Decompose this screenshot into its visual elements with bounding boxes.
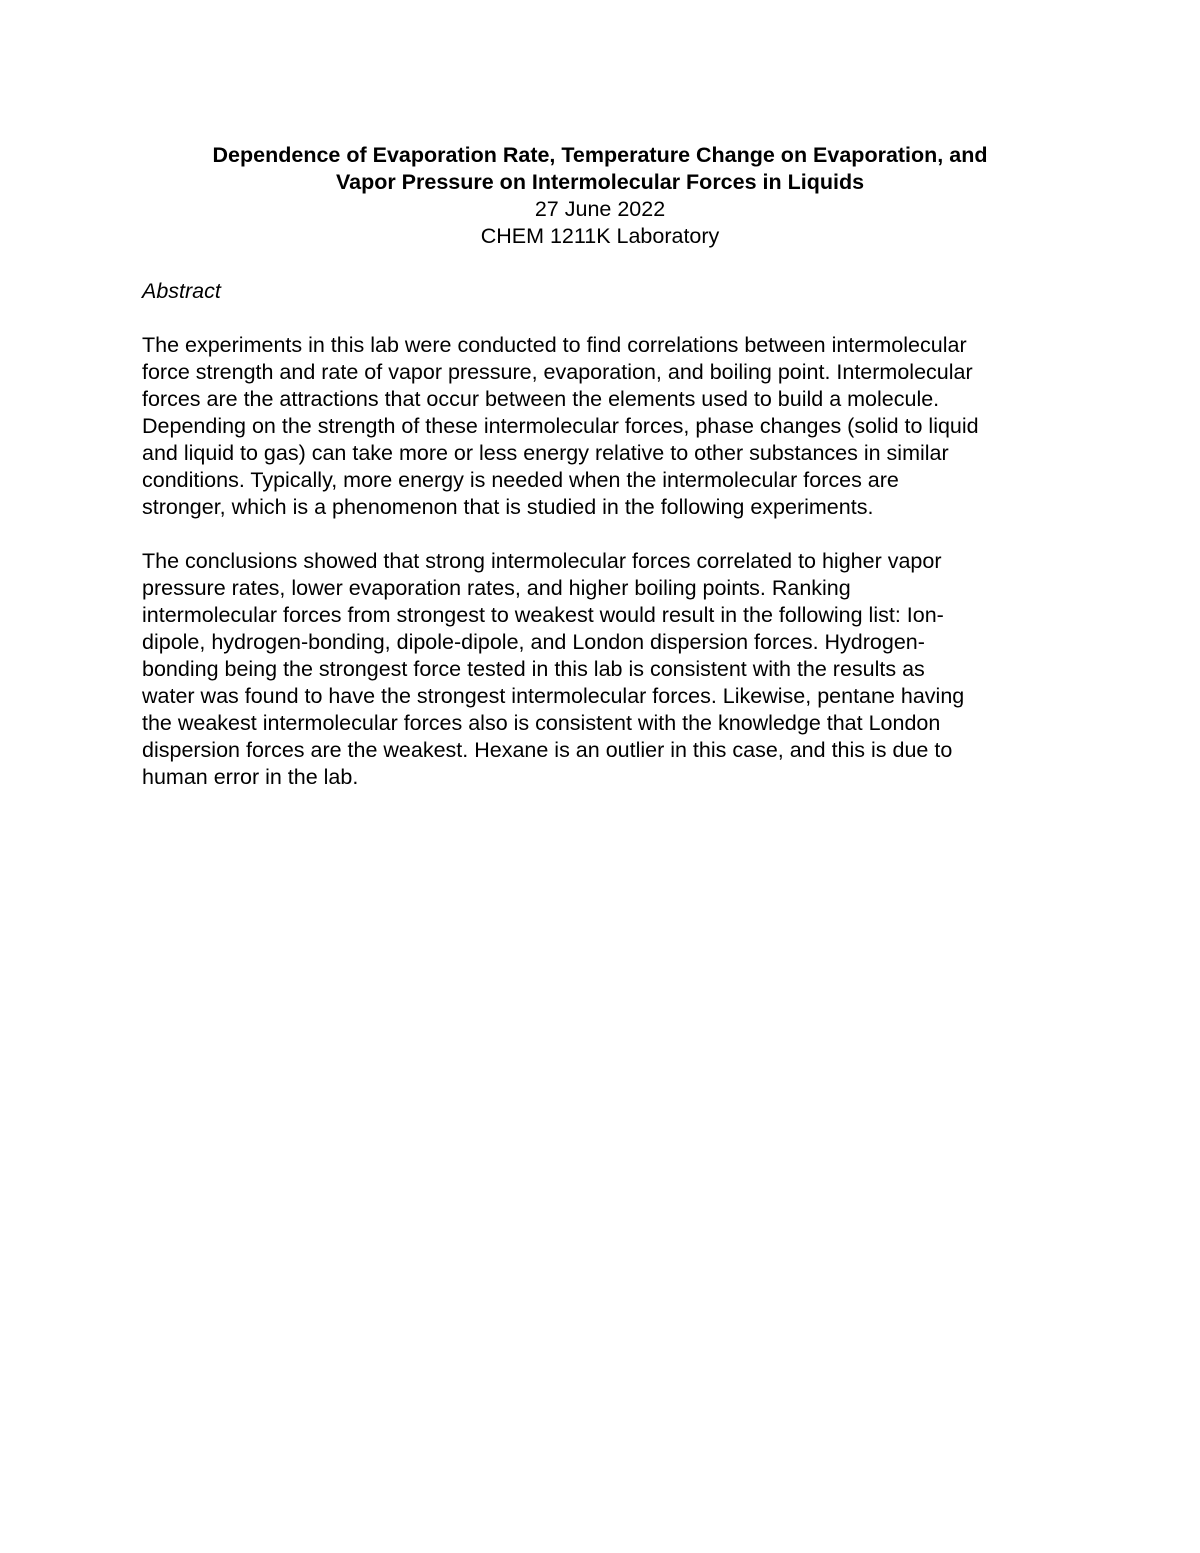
paragraph-line: forces are the attractions that occur between the elements used to build a molecule. bbox=[142, 387, 940, 411]
document-title-line-2: Vapor Pressure on Intermolecular Forces in Liquids bbox=[335, 170, 865, 194]
document-page bbox=[142, 142, 1058, 791]
document-date: 27 June 2022 bbox=[534, 197, 666, 221]
paragraph-line: the weakest intermolecular forces also is consistent with the knowledge that London bbox=[142, 711, 941, 735]
paragraph-line: water was found to have the strongest intermolecular forces. Likewise, pentane having bbox=[142, 684, 965, 708]
abstract-heading: Abstract bbox=[142, 279, 221, 303]
paragraph-line: dispersion forces are the weakest. Hexane is an outlier in this case, and this is due to bbox=[142, 738, 953, 762]
paragraph-line: conditions. Typically, more energy is needed when the intermolecular forces are bbox=[142, 468, 899, 492]
paragraph-line: human error in the lab. bbox=[142, 765, 359, 789]
paragraph-line: force strength and rate of vapor pressure, evaporation, and boiling point. Intermolecular bbox=[142, 360, 973, 384]
abstract-paragraph-1 bbox=[142, 332, 1058, 521]
paragraph-line: Depending on the strength of these intermolecular forces, phase changes (solid to liquid bbox=[142, 414, 979, 438]
paragraph-line: stronger, which is a phenomenon that is studied in the following experiments. bbox=[142, 495, 874, 519]
paragraph-line: intermolecular forces from strongest to weakest would result in the following list: Ion- bbox=[142, 603, 944, 627]
abstract-paragraph-2 bbox=[142, 548, 1058, 791]
paragraph-line: The conclusions showed that strong intermolecular forces correlated to higher vapor bbox=[142, 549, 942, 573]
paragraph-line: and liquid to gas) can take more or less energy relative to other substances in similar bbox=[142, 441, 949, 465]
document-course: CHEM 1211K Laboratory bbox=[480, 224, 720, 248]
document-title-line-1: Dependence of Evaporation Rate, Temperature Change on Evaporation, and bbox=[212, 143, 988, 167]
paragraph-line: The experiments in this lab were conducted to find correlations between intermolecular bbox=[142, 333, 967, 357]
paragraph-line: bonding being the strongest force tested in this lab is consistent with the results as bbox=[142, 657, 925, 681]
paragraph-line: pressure rates, lower evaporation rates, and higher boiling points. Ranking bbox=[142, 576, 851, 600]
paragraph-line: dipole, hydrogen-bonding, dipole-dipole, and London dispersion forces. Hydrogen- bbox=[142, 630, 925, 654]
